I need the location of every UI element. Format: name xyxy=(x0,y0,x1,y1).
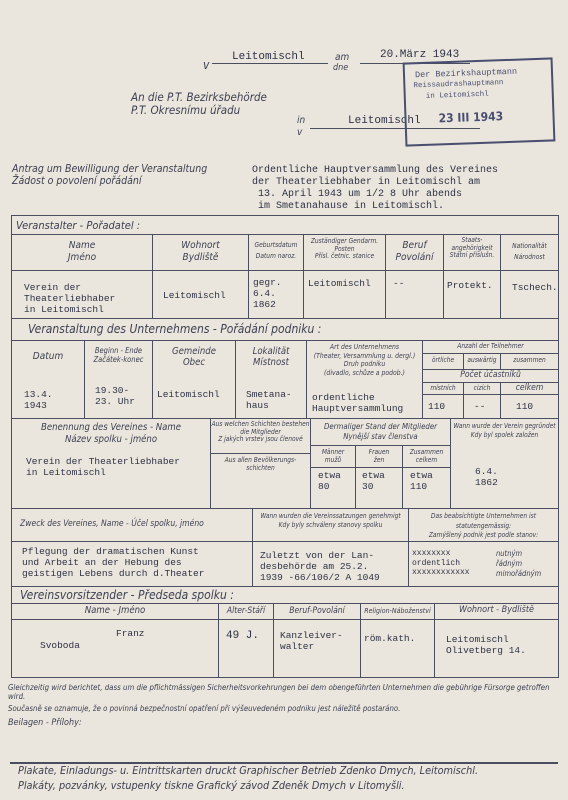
purpose-zweck: Pflegung der dramatischen Kunst und Arbeit an der Hebung des geistigen Lebens durch d.Theater xyxy=(22,546,205,579)
dne-label: dne xyxy=(333,63,349,73)
col-datum: Datum xyxy=(32,351,64,362)
ev-celkem: 110 xyxy=(516,401,534,412)
addressee-line2: P.T. Okresnímu úřadu xyxy=(131,103,241,117)
col-geburt: Geburtsdatum Datum naroz. xyxy=(254,241,298,260)
col-zweck: Zweck des Vereines, Name - Účel spolku, jméno xyxy=(20,519,204,529)
col-zusammen-ev: zusammen xyxy=(513,356,546,364)
chair-last: Svoboda xyxy=(40,640,80,651)
chair-religion: röm.kath. xyxy=(364,633,416,644)
application-text-4: im Smetanahause in Leitomischl. xyxy=(258,201,445,212)
col-chair-alter: Alter-Stáří xyxy=(226,606,266,616)
org-geburt: gegr. 6.4. 1862 xyxy=(253,277,282,310)
col-mistnich: místních xyxy=(430,384,456,392)
purpose-beabsichtigt: xxxxxxxx ordentlich xxxxxxxxxxxx xyxy=(412,549,470,577)
assoc-name: Verein der Theaterliebhaber in Leitomischl xyxy=(26,456,180,478)
col-zusammen-assoc: Zusammen celkem xyxy=(409,448,444,464)
assoc-frauen: etwa 30 xyxy=(362,470,385,492)
chairman-title: Vereinsvorsitzender - Předseda spolku : xyxy=(20,588,234,602)
chair-alter: 49 J. xyxy=(226,630,260,642)
org-wohnort: Leitomischl xyxy=(163,290,226,301)
chair-first: Franz xyxy=(116,628,145,639)
v-mark: v xyxy=(203,58,210,72)
org-gendarm: Leitomischl xyxy=(308,278,371,289)
col-beginn: Beginn - Ende Začátek-konec xyxy=(93,346,144,364)
col-beabsichtigt: Das beabsichtigte Unternehmen ist statutengemässig: Zamýšlený podnik jest podle stanov: xyxy=(428,512,539,539)
printer-cz: Plakáty, pozvánky, vstupenky tiskne Grafický závod Zdeněk Dmych v Litomyšli. xyxy=(18,779,405,792)
am-label: am xyxy=(335,52,350,63)
org-beruf: -- xyxy=(393,278,405,289)
val-schichten: Aus allen Bevölkerungs-schichten xyxy=(224,456,297,472)
addressee-line1: An die P.T. Bezirksbehörde xyxy=(131,90,267,104)
col-chair-wohnort: Wohnort - Bydliště xyxy=(458,605,535,615)
col-schichten: Aus welchen Schichten bestehen die Mitglieder Z jakých vrstev jsou členové xyxy=(211,420,310,443)
opt-radnym: řádným xyxy=(496,559,523,568)
ev-datum: 13.4. 1943 xyxy=(24,389,53,411)
assoc-maenner: etwa 80 xyxy=(318,470,341,492)
col-satzung: Wann wurden die Vereinssatzungen genehmigt Kdy byly schváleny stanovy spolku xyxy=(260,512,401,529)
v-label: v xyxy=(297,127,303,138)
col-chair-beruf: Beruf-Povolání xyxy=(289,606,345,616)
in-label: in xyxy=(297,115,306,126)
col-auswaertig: auswärtig xyxy=(467,356,497,364)
col-gemeinde: Gemeinde Obec xyxy=(172,346,216,368)
printer-de: Plakate, Einladungs- u. Eintrittskarten druckt Graphischer Betrieb Zdenko Dmych, Leitomischl. xyxy=(18,764,479,777)
col-staat: Staats-angehörigkeit Státní příslušn. xyxy=(449,236,495,259)
col-maenner: Männer mužů xyxy=(321,448,345,464)
application-text-3: 13. April 1943 um 1/2 8 Uhr abends xyxy=(258,189,463,200)
header-place: Leitomischl xyxy=(232,51,305,63)
col-wohnort-org: Wohnort Bydliště xyxy=(181,240,220,263)
application-text-2: der Theaterliebhaber in Leitomischl am xyxy=(252,177,481,188)
col-lokal: Lokalität Místnost xyxy=(252,346,290,368)
header-date: 20.März 1943 xyxy=(380,49,460,61)
col-gendarm: Zuständiger Gendarm. Posten Přísl. četnic. stanice xyxy=(310,237,379,260)
col-celkem-ev: celkem xyxy=(515,383,544,393)
registry-stamp: Der Bezirkshauptmann Reissaudrashauptmann in Leitomischl 23 III 1943 xyxy=(403,57,556,146)
chair-beruf: Kanzleiver- walter xyxy=(280,630,343,652)
col-nation: Nationalität Národnost xyxy=(512,242,547,261)
col-oertlich: örtliche xyxy=(431,356,455,364)
col-beruf-org: Beruf Povolání xyxy=(395,240,434,263)
application-label-2: Žádost o povolení pořádání xyxy=(12,175,142,187)
col-chair-name: Name - Jméno xyxy=(84,605,146,616)
ev-beginn: 19.30- 23. Uhr xyxy=(95,385,135,407)
col-chair-religion: Religion-Náboženství xyxy=(364,607,431,615)
opt-mimoradnym: mimořádným xyxy=(496,569,542,578)
ev-gemeinde: Leitomischl xyxy=(157,389,220,400)
col-assoc-name: Benennung des Vereines - Name Název spolku - jméno xyxy=(40,422,182,445)
ev-lokal: Smetana- haus xyxy=(246,389,292,411)
beilagen-label: Beilagen - Přílohy: xyxy=(8,718,82,728)
org-nation: Tschech. xyxy=(512,282,558,293)
org-staat: Protekt. xyxy=(447,280,493,291)
assoc-gegruendet: 6.4. 1862 xyxy=(475,466,498,488)
col-teilnehmer: Anzahl der Teilnehmer xyxy=(457,342,524,350)
application-text-1: Ordentliche Hauptversammlung des Vereines xyxy=(252,165,499,176)
col-stand: Dermaliger Stand der Mitglieder Nynější stav členstva xyxy=(323,422,438,441)
application-label-1: Antrag um Bewilligung der Veranstaltung xyxy=(12,163,208,175)
assoc-zusammen: etwa 110 xyxy=(410,470,433,492)
purpose-satzung: Zuletzt von der Lan- desbehörde am 25.2. 1939 -66/106/2 A 1049 xyxy=(260,550,380,583)
event-title: Veranstaltung des Unternehmens - Pořádání podniku : xyxy=(28,322,322,336)
org-name: Verein der Theaterliebhaber in Leitomischl xyxy=(24,282,116,315)
note-de: Gleichzeitig wird berichtet, dass um die pflichtmässigen Sicherheitsvorkehrungen bei dem obengeführten Unternehmen die gebührige Fürsorge getroffen wird. xyxy=(8,683,550,701)
col-art: Art des Unternehmens (Theater, Versammlung u. dergl.) Druh podniku (divadlo, schůze a podob.) xyxy=(313,343,416,377)
ev-mistnich: 110 xyxy=(428,401,446,412)
col-name-org: Name Jméno xyxy=(67,240,97,263)
addressee-place: Leitomischl xyxy=(348,115,421,127)
col-gegruendet: Wann wurde der Verein gegründet Kdy byl spolek založen xyxy=(453,422,556,439)
col-cizich: cizích xyxy=(473,384,491,392)
note-cz: Současně se oznamuje, že o povinná bezpečnostní opatření při výšeuvedeném podniku jest náležitě postaráno. xyxy=(8,704,401,713)
col-pocet: Počet účastníků xyxy=(460,370,521,380)
ev-cizich: -- xyxy=(474,401,486,412)
chair-wohnort: Leitomischl Olivetberg 14. xyxy=(446,634,526,656)
col-frauen: Frauen žen xyxy=(368,448,390,464)
ev-art: ordentliche Hauptversammlung xyxy=(312,392,404,414)
organizer-title: Veranstalter - Pořadatel : xyxy=(16,219,141,232)
opt-nutnym: nutným xyxy=(496,549,523,558)
stamp-date: 23 III 1943 xyxy=(438,109,504,126)
